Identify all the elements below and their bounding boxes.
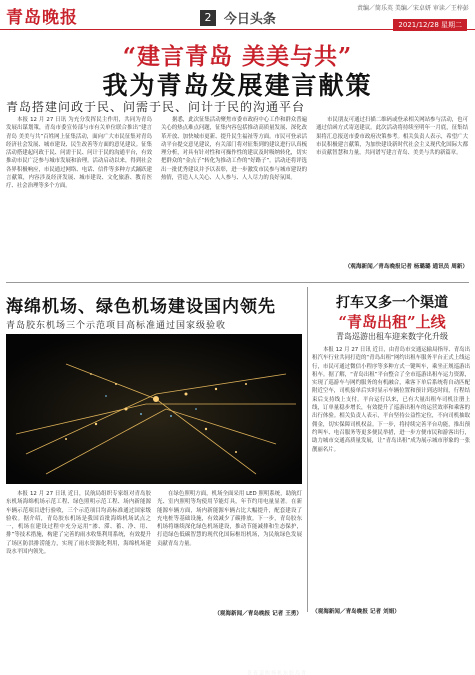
lead-paragraph: 据悉，此次征集活动聚焦市委市政府中心工作和群众普遍关心的热点难点问题，征集内容包括推动高质量发展、深化改革开放、加快城市更新、提升民生福祉等方面。市民可登录活动平台提交意见建议，有关部门将对征集到的建议进行认真梳理分析，对具有针对性和可操作性的建议及时吸纳转化，切实把群众的“金点子”转化为推动工作的“好路子”。活动还将评选出一批优秀建议并予以表彰，进一步激发市民参与城市建设的热情，营造人人关心、人人参与、人人尽力的良好氛围。 — [161, 117, 307, 182]
page-section-label: 今日头条 — [223, 12, 276, 27]
airport-subheadline: 青岛胶东机场三个示范项目高标准通过国家级验收 — [6, 321, 227, 331]
airport-paragraph: 在绿色照明方面，机场全面采用 LED 照明系统，助航灯光、室内照明等均使用节能灯具，年节约用电量显著。在新能源车辆方面，场内新能源车辆占比大幅提升，配套建设了充电桩等基础设施，有效减少了碳排放。下一步，青岛胶东机场将继续深化绿色机场建设，推动节能减排和生态保护，打造绿色低碳智慧的现代化国际枢纽机场，为民航绿色发展贡献青岛力量。 — [157, 491, 302, 547]
airport-night-illustration — [6, 334, 302, 484]
newspaper-logo: 青岛晚报 — [6, 8, 78, 28]
lead-column-2 — [161, 116, 307, 256]
lead-byline: （观海新闻／青岛晚报记者 杨璐璐 通讯员 周新） — [344, 264, 468, 270]
airport-headline: 海绵机场、绿色机场建设国内领先 — [6, 297, 276, 317]
column-rule — [307, 287, 308, 612]
lead-column-1 — [6, 116, 152, 256]
masthead — [0, 0, 475, 30]
section-divider — [6, 282, 469, 283]
lead-kicker: “建言青岛 美美与共” — [122, 43, 353, 70]
lead-column-3 — [316, 116, 468, 256]
page-indicator — [200, 8, 276, 27]
masthead-meta — [357, 3, 467, 31]
airport-byline: （观海新闻／青岛晚报 记者 王勇） — [214, 611, 302, 617]
lead-paragraph: 市民朋友可通过扫描二维码或登录相关网站参与活动，也可通过信函方式寄送建议。此次活动将持续至明年一月底，征集结果将汇总报送市委市政府决策参考。相关负责人表示，希望广大市民积极建言献策，为加快建设新时代社会主义现代化国际大都市贡献智慧和力量，共同谱写建言青岛、美美与共的新篇章。 — [316, 117, 468, 157]
taxi-headline-line1: 打车又多一个渠道 — [336, 295, 448, 311]
airport-column-2 — [157, 490, 302, 606]
taxi-subheadline: 青岛巡游出租车迎来数字化升级 — [336, 332, 448, 341]
taxi-headline-line2: “青岛出租”上线 — [338, 313, 446, 331]
lead-subheadline: 青岛搭建问政于民、问需于民、问计于民的沟通平台 — [6, 100, 306, 114]
issue-date: 2021/12/28 星期二 — [393, 19, 467, 31]
editors-credit: 责编／简乐英 美编／宋卓妍 审读／王梓彭 — [357, 5, 469, 12]
photo-caption: 青岛胶东机场跑道夜景 — [246, 670, 306, 675]
airport-column-1 — [6, 490, 151, 606]
page-number: 2 — [200, 10, 216, 26]
taxi-column — [312, 346, 470, 604]
taxi-paragraph: 本报 12 月 27 日讯 近日，由青岛市交通运输局指导、青岛出租汽车行业共同打造的“青岛出租”网约出租车服务平台正式上线运行，市民可通过微信小程序等多种方式一键叫车，乘坐正规巡游出租车。据了解，“青岛出租”平台整合了全市巡游出租车运力资源，实现了巡游车与网约服务的有机融合，乘客下单后系统将自动匹配附近空车，司机接单后实时显示车辆位置和预计到达时间，行程结束后支持线上支付。平台运行以来，已有大量出租车司机注册上线，订单量稳步增长，有效提升了巡游出租车的运营效率和乘客的出行体验。相关负责人表示，平台坚持公益性定位，不向司机抽取佣金，切实保障司机权益。下一步，将持续完善平台功能，推出预约叫车、电召服务等更多便民举措，进一步方便市民和游客出行，助力城市交通高质量发展，让“青岛出租”成为展示城市形象的一张靓丽名片。 — [312, 347, 470, 453]
lead-paragraph: 本报 12 月 27 日讯 为充分发挥民主作用，共同为青岛发展出谋划策，青岛市委宣传部与市有关单位联合推出“建言青岛 美美与共”百姓网上征集活动，面向广大市民征集对青岛经济社会发展、城市建设、民生改善等方面的意见建议。征集活动搭建起问政于民、问需于民、问计于民的沟通平台，有效推动市民广泛参与城市发展和治理。活动启动以来，得到社会各界积极响应，市民通过网络、电话、信件等多种方式踊跃建言献策，内容涉及经济发展、城市建设、文化旅游、教育医疗、社会治理等多个方面。 — [6, 117, 152, 190]
airport-paragraph: 本报 12 月 27 日讯 近日，民航局组织专家组对青岛胶东机场海绵机场示范工程、绿色照明示范工程、场内新能源车辆示范项目进行验收，三个示范项目均高标准通过国家级验收。据介绍，青岛胶东机场是我国首批海绵机场试点之一，机场在建设过程中充分运用“渗、滞、蓄、净、用、排”等技术措施，构建了完善的雨水收集利用系统，有效提升了场区防洪排涝能力，实现了雨水资源化利用，海绵机场建设水平国内领先。 — [6, 491, 151, 556]
taxi-byline: （观海新闻／青岛晚报 记者 刘娟） — [312, 609, 400, 615]
lead-headline: 我为青岛发展建言献策 — [102, 71, 373, 100]
